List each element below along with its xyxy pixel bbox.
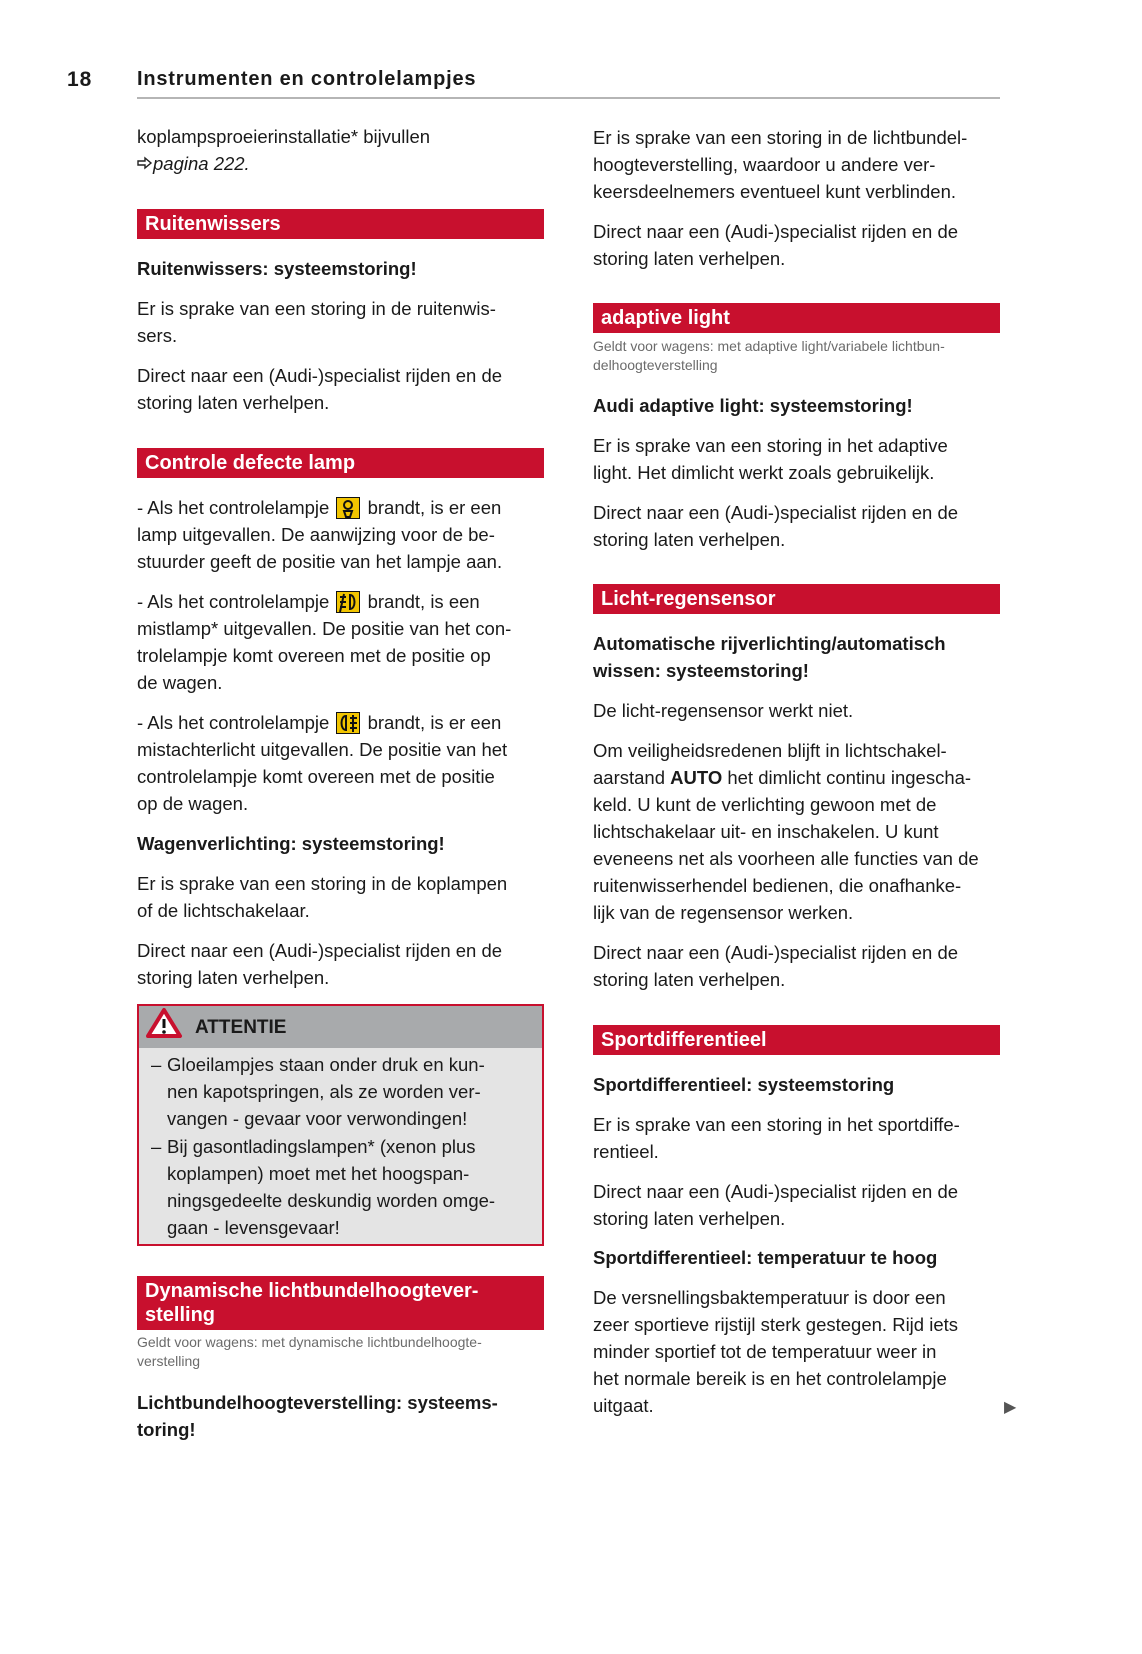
attention-title: ATTENTIE — [195, 1016, 287, 1038]
text-line: Wagenverlichting: systeemstoring! — [137, 833, 445, 854]
text-line: Er is sprake van een storing in het adaptive — [593, 435, 948, 456]
paragraph — [593, 939, 1000, 993]
warning-triangle-icon — [145, 1007, 183, 1047]
warning-subheading — [137, 1389, 544, 1443]
paragraph — [137, 588, 544, 696]
text-line: Dynamische lichtbundelhoogtever- — [145, 1280, 479, 1302]
text-line: storing laten verhelpen. — [593, 969, 786, 990]
text-line: storing laten verhelpen. — [137, 392, 330, 413]
paragraph — [593, 1178, 1000, 1232]
text-line: Direct naar een (Audi-)specialist rijden en de — [137, 365, 503, 386]
section-banner — [593, 1025, 1000, 1055]
text-line: Controle defecte lamp — [145, 452, 356, 474]
text-line: eveneens net als voorheen alle functies van de — [593, 848, 979, 869]
text-line: Ruitenwissers — [145, 213, 281, 235]
text-line: koplampsproeierinstallatie* bijvullen — [137, 126, 431, 147]
text-line: ningsgedeelte deskundig worden omge- — [167, 1190, 496, 1211]
text-line: De versnellingsbaktemperatuur is door een — [593, 1287, 946, 1308]
section-banner — [137, 1276, 544, 1330]
text-line — [137, 150, 544, 177]
text-segment: aarstand — [593, 767, 671, 788]
text-line: delhoogteverstelling — [593, 357, 718, 373]
attention-item — [139, 1133, 542, 1241]
text-line: vangen - gevaar voor verwondingen! — [167, 1108, 468, 1129]
paragraph — [137, 937, 544, 991]
text-line: Direct naar een (Audi-)specialist rijden en de — [593, 1181, 959, 1202]
text-line: keersdeelnemers eventueel kunt verblinden. — [593, 181, 957, 202]
text-line: zeer sportieve rijstijl sterk gestegen. Rijd iets — [593, 1314, 959, 1335]
arrow-right-icon[interactable] — [137, 153, 153, 174]
paragraph — [593, 124, 1000, 205]
paragraph — [593, 499, 1000, 553]
text-line: storing laten verhelpen. — [137, 967, 330, 988]
text-segment: brandt, is een — [362, 591, 480, 612]
text-line: de wagen. — [137, 672, 223, 693]
warning-subheading — [593, 392, 1000, 419]
paragraph — [593, 1284, 1000, 1419]
text-line: koplampen) moet met het hoogspan- — [167, 1163, 470, 1184]
text-line: trolelampje komt overeen met de positie op — [137, 645, 491, 666]
text-segment: - Als het controlelampje — [137, 712, 335, 733]
paragraph — [593, 432, 1000, 486]
text-segment: brandt, is er een — [362, 497, 502, 518]
text-line: Sportdifferentieel — [601, 1029, 767, 1051]
next-page-arrow-icon[interactable]: ▶ — [1004, 1399, 1017, 1416]
bold-subheading — [137, 830, 544, 857]
text-line: toring! — [137, 1419, 196, 1440]
text-line: Geldt voor wagens: met dynamische lichtbundelhoogte- — [137, 1334, 482, 1350]
text-line: Ruitenwissers: systeemstoring! — [137, 258, 417, 279]
text-line: gaan - levensgevaar! — [167, 1217, 340, 1238]
text-line: lijk van de regensensor werken. — [593, 902, 854, 923]
text-line: of de lichtschakelaar. — [137, 900, 310, 921]
section-banner — [593, 303, 1000, 333]
paragraph — [137, 295, 544, 349]
text-line: De licht-regensensor werkt niet. — [593, 700, 854, 721]
paragraph — [593, 1111, 1000, 1165]
header-divider — [137, 97, 1000, 99]
text-line: Direct naar een (Audi-)specialist rijden en de — [593, 221, 959, 242]
attention-item — [139, 1051, 542, 1132]
text-line: Direct naar een (Audi-)specialist rijden en de — [593, 502, 959, 523]
text-line: Direct naar een (Audi-)specialist rijden en de — [137, 940, 503, 961]
text-line: Bij gasontladingslampen* (xenon plus — [167, 1136, 476, 1157]
text-line: mistlamp* uitgevallen. De positie van het con- — [137, 618, 512, 639]
text-line — [137, 588, 544, 615]
page-number: 18 — [67, 68, 93, 91]
attention-box — [137, 1004, 544, 1246]
section-banner — [137, 448, 544, 478]
text-segment: - Als het controlelampje — [137, 497, 335, 518]
text-line: verstelling — [137, 1353, 201, 1369]
text-line: op de wagen. — [137, 793, 249, 814]
attention-header — [139, 1006, 542, 1048]
text-line: Licht-regensensor — [601, 588, 776, 610]
text-line: light. Het dimlicht werkt zoals gebruikelijk. — [593, 462, 935, 483]
paragraph — [137, 123, 544, 177]
applicability-note — [593, 337, 1000, 375]
text-line: minder sportief tot de temperatuur weer in — [593, 1341, 937, 1362]
text-line: stelling — [145, 1304, 216, 1326]
text-segment: het dimlicht continu ingescha- — [722, 767, 972, 788]
text-line: Sportdifferentieel: temperatuur te hoog — [593, 1247, 938, 1268]
emphasis-text: AUTO — [670, 767, 723, 788]
text-line: rentieel. — [593, 1141, 659, 1162]
applicability-note — [137, 1333, 544, 1371]
page-title: Instrumenten en controlelampjes — [137, 68, 477, 90]
text-line: mistachterlicht uitgevallen. De positie van het — [137, 739, 508, 760]
text-line: Er is sprake van een storing in het sportdiffe- — [593, 1114, 960, 1135]
text-line: sers. — [137, 325, 178, 346]
warning-subheading — [137, 255, 544, 282]
text-segment: brandt, is er een — [362, 712, 502, 733]
text-line: keld. U kunt de verlichting gewoon met de — [593, 794, 937, 815]
text-line — [137, 709, 544, 736]
warning-subheading — [593, 1244, 1000, 1271]
paragraph — [137, 494, 544, 575]
text-line: Geldt voor wagens: met adaptive light/variabele lichtbun- — [593, 338, 945, 354]
text-line: Audi adaptive light: systeemstoring! — [593, 395, 913, 416]
warning-subheading — [593, 1071, 1000, 1098]
text-line — [137, 494, 544, 521]
section-banner — [593, 584, 1000, 614]
text-line: storing laten verhelpen. — [593, 248, 786, 269]
text-segment: - Als het controlelampje — [137, 591, 335, 612]
paragraph — [593, 697, 1000, 724]
paragraph — [137, 870, 544, 924]
text-line: lichtschakelaar uit- en inschakelen. U kunt — [593, 821, 939, 842]
text-line: het normale bereik is en het controlelampje — [593, 1368, 947, 1389]
text-line: Sportdifferentieel: systeemstoring — [593, 1074, 895, 1095]
paragraph — [593, 218, 1000, 272]
text-line: stuurder geeft de positie van het lampje aan. — [137, 551, 503, 572]
text-line: lamp uitgevallen. De aanwijzing voor de be- — [137, 524, 495, 545]
text-line: Er is sprake van een storing in de ruitenwis- — [137, 298, 496, 319]
warning-subheading — [593, 630, 1000, 684]
text-line: storing laten verhelpen. — [593, 1208, 786, 1229]
list-dash: – — [151, 1136, 162, 1157]
paragraph — [137, 362, 544, 416]
text-line: hoogteverstelling, waardoor u andere ver- — [593, 154, 936, 175]
text-line: Er is sprake van een storing in de lichtbundel- — [593, 127, 968, 148]
text-line: adaptive light — [601, 307, 730, 329]
attention-list — [139, 1048, 542, 1241]
text-line — [593, 764, 1000, 791]
paragraph — [593, 737, 1000, 926]
text-line: controlelampje komt overeen met de positie — [137, 766, 495, 787]
text-line: Gloeilampjes staan onder druk en kun- — [167, 1054, 485, 1075]
text-line: storing laten verhelpen. — [593, 529, 786, 550]
text-line: uitgaat. — [593, 1395, 654, 1416]
paragraph — [137, 709, 544, 817]
text-line: Er is sprake van een storing in de koplampen — [137, 873, 508, 894]
text-line: Om veiligheidsredenen blijft in lichtschakel- — [593, 740, 947, 761]
text-line: nen kapotspringen, als ze worden ver- — [167, 1081, 481, 1102]
text-line: Automatische rijverlichting/automatisch — [593, 633, 946, 654]
section-banner — [137, 209, 544, 239]
page-reference-link[interactable]: pagina 222. — [153, 153, 250, 174]
text-line: Direct naar een (Audi-)specialist rijden en de — [593, 942, 959, 963]
list-dash: – — [151, 1054, 162, 1075]
text-line: ruitenwisserhendel bedienen, die onafhanke- — [593, 875, 962, 896]
text-line: wissen: systeemstoring! — [593, 660, 809, 681]
text-line: Lichtbundelhoogteverstelling: systeems- — [137, 1392, 498, 1413]
